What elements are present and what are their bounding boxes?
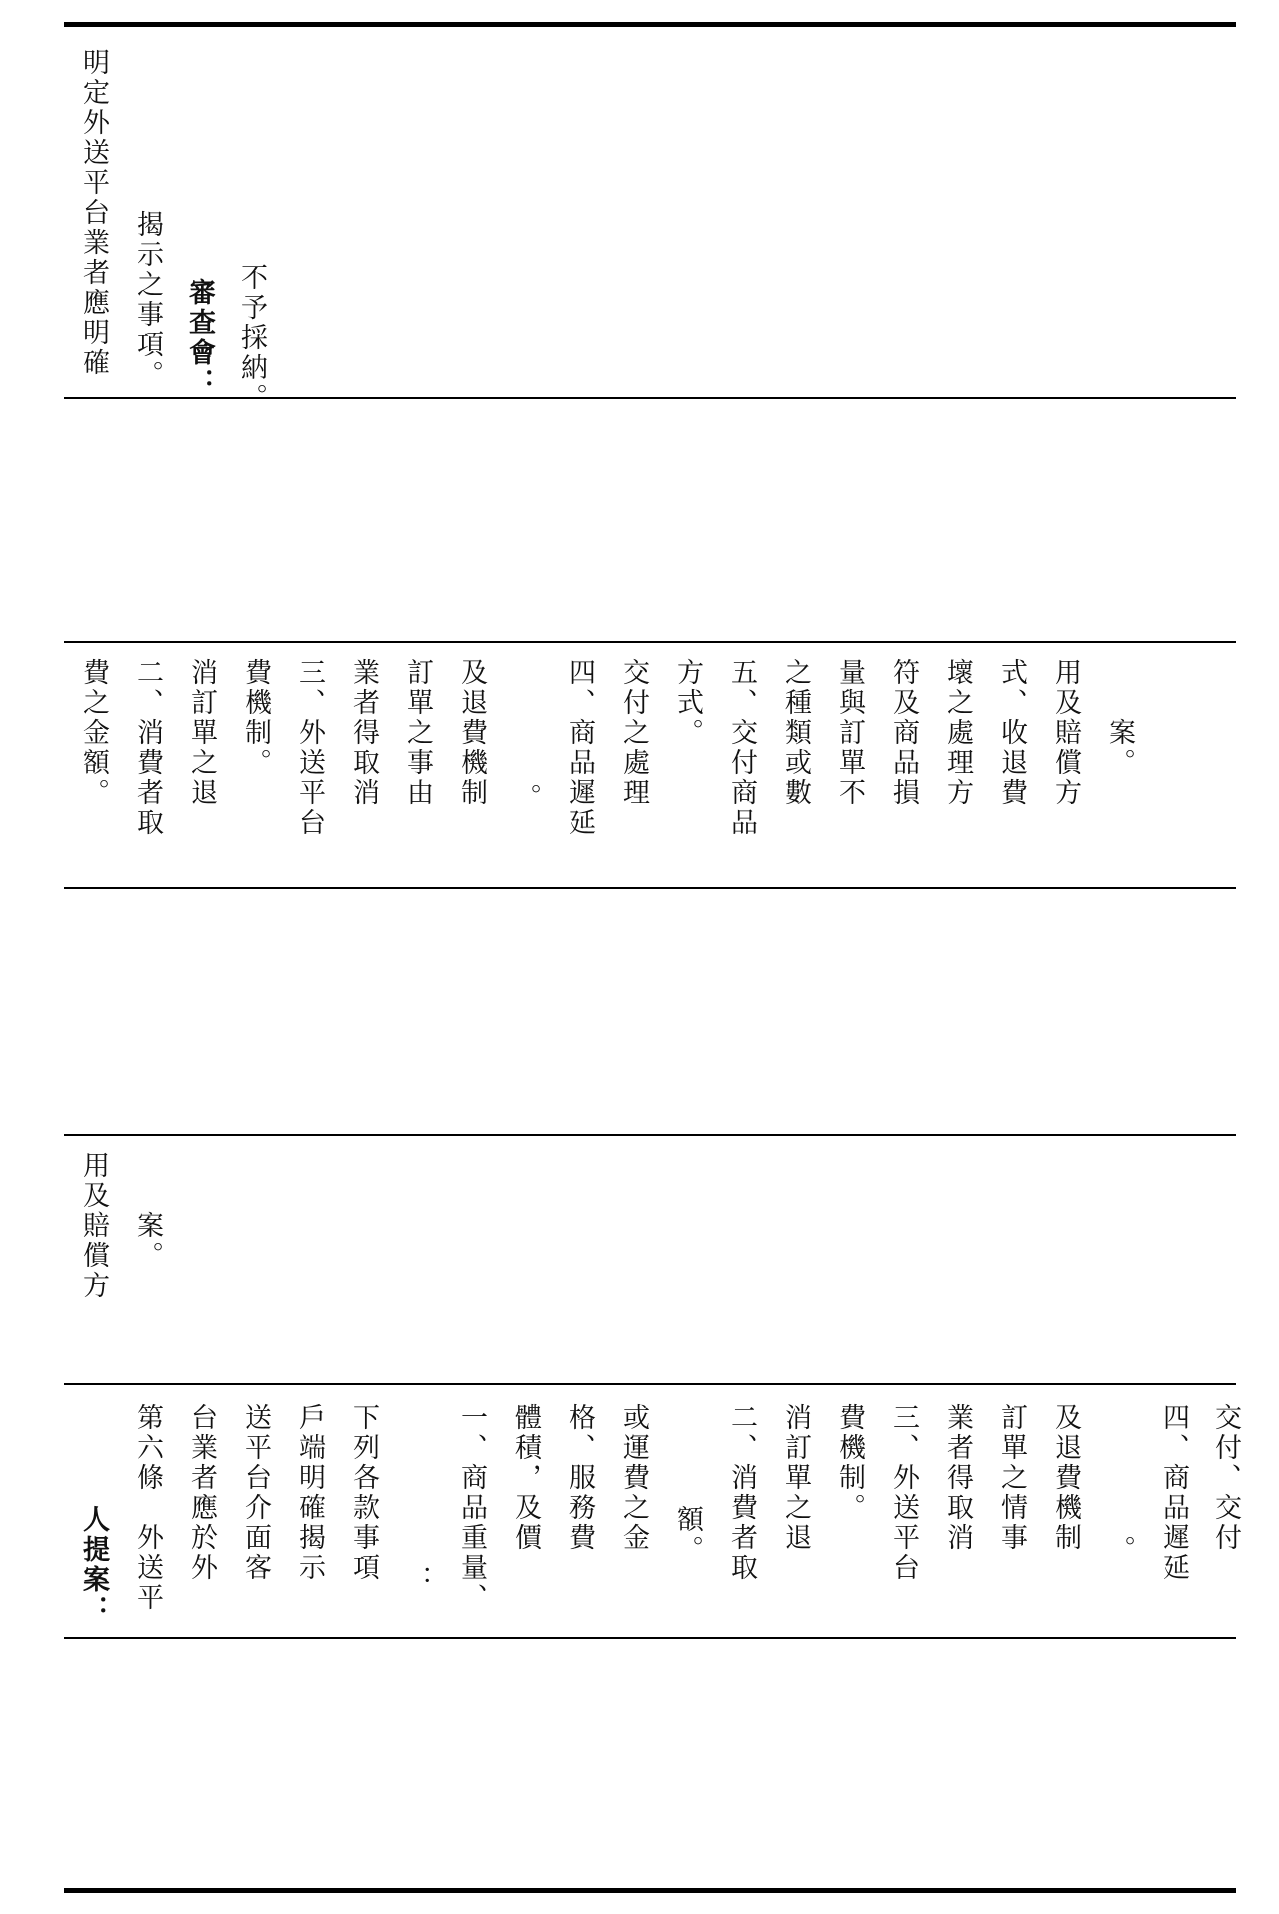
text-column: 案。 [132, 1211, 163, 1271]
text-column: 費之金額。 [78, 658, 109, 808]
text-column: 訂單之事由 [402, 658, 433, 808]
text-column: 費機制。 [834, 1403, 865, 1523]
text-column: 訂單之情事 [996, 1403, 1027, 1553]
text-column: 三、外送平台 [888, 1403, 919, 1583]
text-column: 二、消費者取 [132, 658, 163, 838]
text-column: 台業者應於外 [186, 1403, 217, 1583]
text-column: 戶端明確揭示 [294, 1403, 325, 1583]
text-column: 交付、交付 [1210, 1403, 1241, 1553]
text-column: 業者得取消 [942, 1403, 973, 1553]
proposal-label: 人提案： [78, 1505, 109, 1625]
text-column: 第六條 外送平 [132, 1403, 163, 1613]
text-column: 及退費機制 [1050, 1403, 1081, 1553]
text-column: 。 [1104, 1535, 1135, 1565]
text-column: 送平台介面客 [240, 1403, 271, 1583]
text-column: 用及賠償方 [1050, 658, 1081, 808]
text-column: 格、服務費 [564, 1403, 595, 1553]
text-column: 用及賠償方 [78, 1151, 109, 1301]
text-column: 揭示之事項。 [132, 210, 163, 390]
text-column: 下列各款事項 [348, 1403, 379, 1583]
text-column: 及退費機制 [456, 658, 487, 808]
text-column: 四、商品遲延 [1158, 1403, 1189, 1583]
text-column: 消訂單之退 [780, 1403, 811, 1553]
text-column: 方式。 [672, 658, 703, 748]
row-provisions [64, 643, 1236, 886]
row-empty [64, 1639, 1236, 1887]
row-proposal [64, 1385, 1241, 1636]
row-continuation [64, 1136, 1236, 1382]
text-column: 交付之處理 [618, 658, 649, 808]
text-column: 四、商品遲延 [564, 658, 595, 838]
text-column: 額。 [672, 1505, 703, 1565]
text-column: 消訂單之退 [186, 658, 217, 808]
text-column: 體積，及價 [510, 1403, 541, 1553]
text-column: 二、消費者取 [726, 1403, 757, 1583]
table-bottom-border [64, 1888, 1236, 1893]
text-column: ： [402, 1565, 433, 1595]
row-empty [64, 889, 1236, 1133]
text-column: 壞之處理方 [942, 658, 973, 808]
text-column: 明定外送平台業者應明確 [78, 48, 109, 378]
text-column: 費機制。 [240, 658, 271, 778]
text-column: 三、外送平台 [294, 658, 325, 838]
text-column: 五、交付商品 [726, 658, 757, 838]
text-column: 或運費之金 [618, 1403, 649, 1553]
text-column: 業者得取消 [348, 658, 379, 808]
review-committee-label: 審查會： [184, 278, 215, 398]
table-top-border [64, 22, 1236, 27]
text-column: 。 [510, 783, 541, 813]
text-column: 符及商品損 [888, 658, 919, 808]
text-column: 一、商品重量、 [456, 1403, 487, 1613]
text-column: 量與訂單不 [834, 658, 865, 808]
row-empty [64, 399, 1236, 640]
text-column: 式、收退費 [996, 658, 1027, 808]
row-review-note [64, 28, 1236, 413]
text-column: 案。 [1104, 718, 1135, 778]
text-column: 不予採納。 [236, 263, 267, 413]
text-column: 之種類或數 [780, 658, 811, 808]
